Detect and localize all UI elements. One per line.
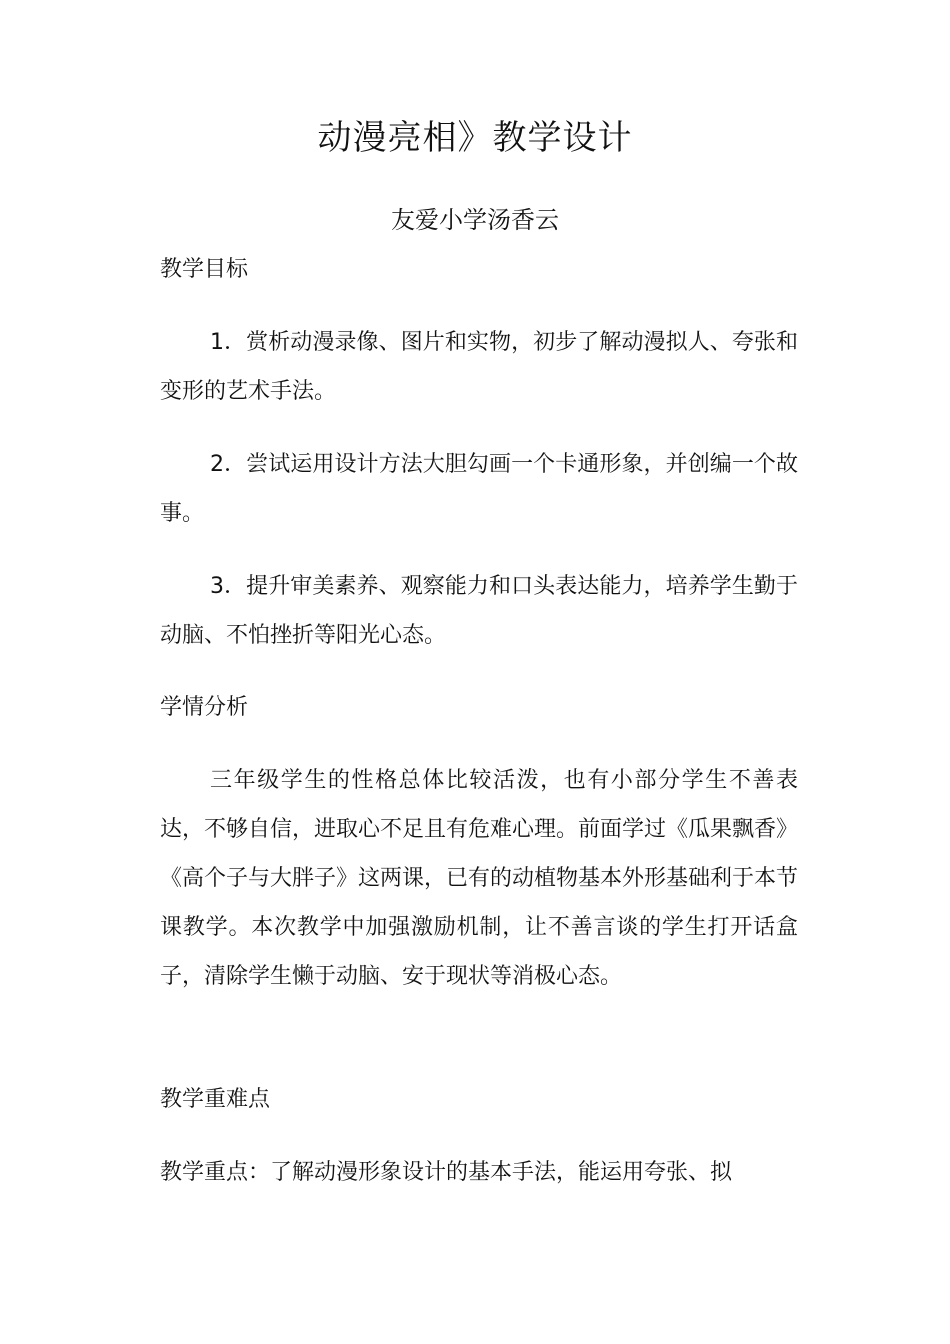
section-heading-analysis: 学情分析 [160, 695, 249, 720]
analysis-paragraph: 三年级学生的性格总体比较活泼，也有小部分学生不善表达，不够自信，进取心不足且有危难心理。前面学过《瓜果飘香》《高个子与大胖子》这两课，已有的动植物基本外形基础利于本节课教学。本次教学中加强激励机制，让不善言谈的学生打开话盒子，清除学生懒于动脑、安于现状等消极心态。 [160, 768, 799, 989]
goal-item: 2．尝试运用设计方法大胆勾画一个卡通形象，并创编一个故事。 [160, 452, 798, 526]
section-heading-key-points: 教学重难点 [160, 1087, 271, 1112]
key-points-paragraph: 教学重点：了解动漫形象设计的基本手法，能运用夸张、拟 [160, 1160, 733, 1185]
document-title: 动漫亮相》教学设计 [317, 118, 633, 158]
section-heading-goals: 教学目标 [160, 257, 249, 282]
goal-item: 3．提升审美素养、观察能力和口头表达能力，培养学生勤于动脑、不怕挫折等阳光心态。 [160, 574, 798, 648]
document-author: 友爱小学汤香云 [391, 206, 559, 234]
goal-item: 1．赏析动漫录像、图片和实物，初步了解动漫拟人、夸张和变形的艺术手法。 [160, 330, 798, 404]
